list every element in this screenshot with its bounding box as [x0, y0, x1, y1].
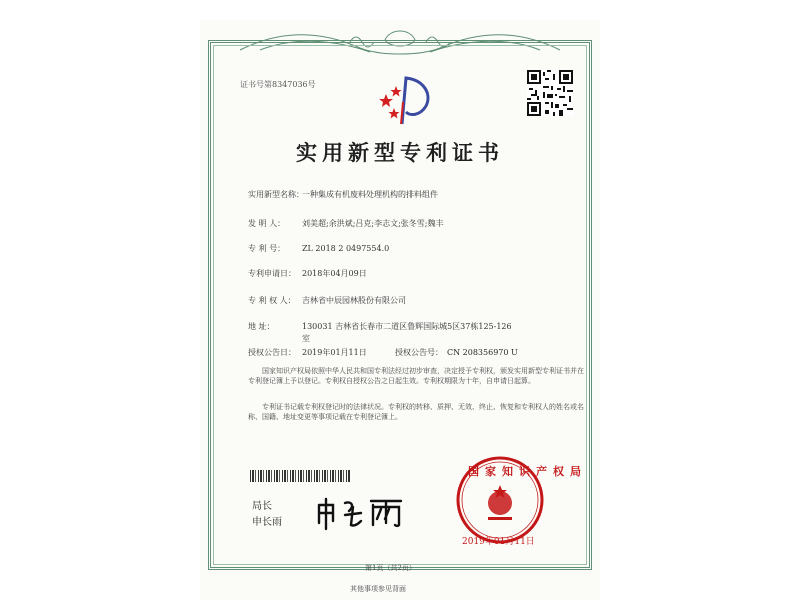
application-date-value: 2018年04月09日 [302, 269, 367, 278]
qr-code-icon [527, 70, 573, 116]
address-label: 地 址： [248, 322, 275, 331]
patent-number-label: 专 利 号： [248, 244, 286, 253]
address-value-continued: 室 [302, 334, 310, 343]
application-date-label: 专利申请日： [248, 269, 296, 278]
inventors-label: 发 明 人： [248, 219, 286, 228]
grant-date-value: 2019年01月11日 [302, 348, 367, 357]
certificate-title: 实用新型专利证书 [296, 140, 504, 165]
grant-date-label: 授权公告日： [248, 348, 296, 357]
seal-text: 国家知识产权局 [468, 465, 587, 478]
seal-date: 2019年01月11日 [462, 537, 535, 547]
inventors-value: 刘美超;余洪斌;吕克;李志文;张冬雪;魏丰 [302, 219, 444, 228]
director-name: 申长雨 [252, 517, 282, 528]
patent-office-logo-icon [372, 72, 432, 130]
certificate-paragraph-1: 国家知识产权局依照中华人民共和国专利法经过初步审查，决定授予专利权，颁发实用新型专利证书并在专利登记簿上予以登记。专利权自授权公告之日起生效。专利权期限为十年，自申请日起算。 [248, 367, 584, 385]
patent-number-value: ZL 2018 2 0497554.0 [302, 244, 390, 253]
utility-model-name-value: 一种集成有机废料处理机构的排料组件 [302, 190, 438, 199]
grant-number-label: 授权公告号： [395, 348, 443, 357]
patentee-label: 专 利 权 人： [248, 296, 296, 305]
certificate-paragraph-2: 专利证书记载专利权登记时的法律状况。专利权的转移、质押、无效、终止、恢复和专利权人的姓名或名称、国籍、地址变更等事项记载在专利登记簿上。 [248, 403, 584, 421]
certificate-number: 证书号第8347036号 [240, 80, 316, 89]
grant-number-value: CN 208356970 U [447, 348, 518, 357]
address-value: 130031 吉林省长春市二道区鲁辉国际城5区37栋125-126 [302, 322, 512, 331]
director-title: 局长 [252, 501, 272, 512]
footnote: 其他事项参见背面 [350, 585, 406, 593]
page-number: 第1页（共2页） [365, 564, 416, 572]
barcode-icon [250, 470, 350, 482]
patentee-value: 吉林省中辰园林股份有限公司 [302, 296, 406, 305]
utility-model-name-label: 实用新型名称： [248, 190, 304, 199]
signature-icon [315, 495, 405, 531]
